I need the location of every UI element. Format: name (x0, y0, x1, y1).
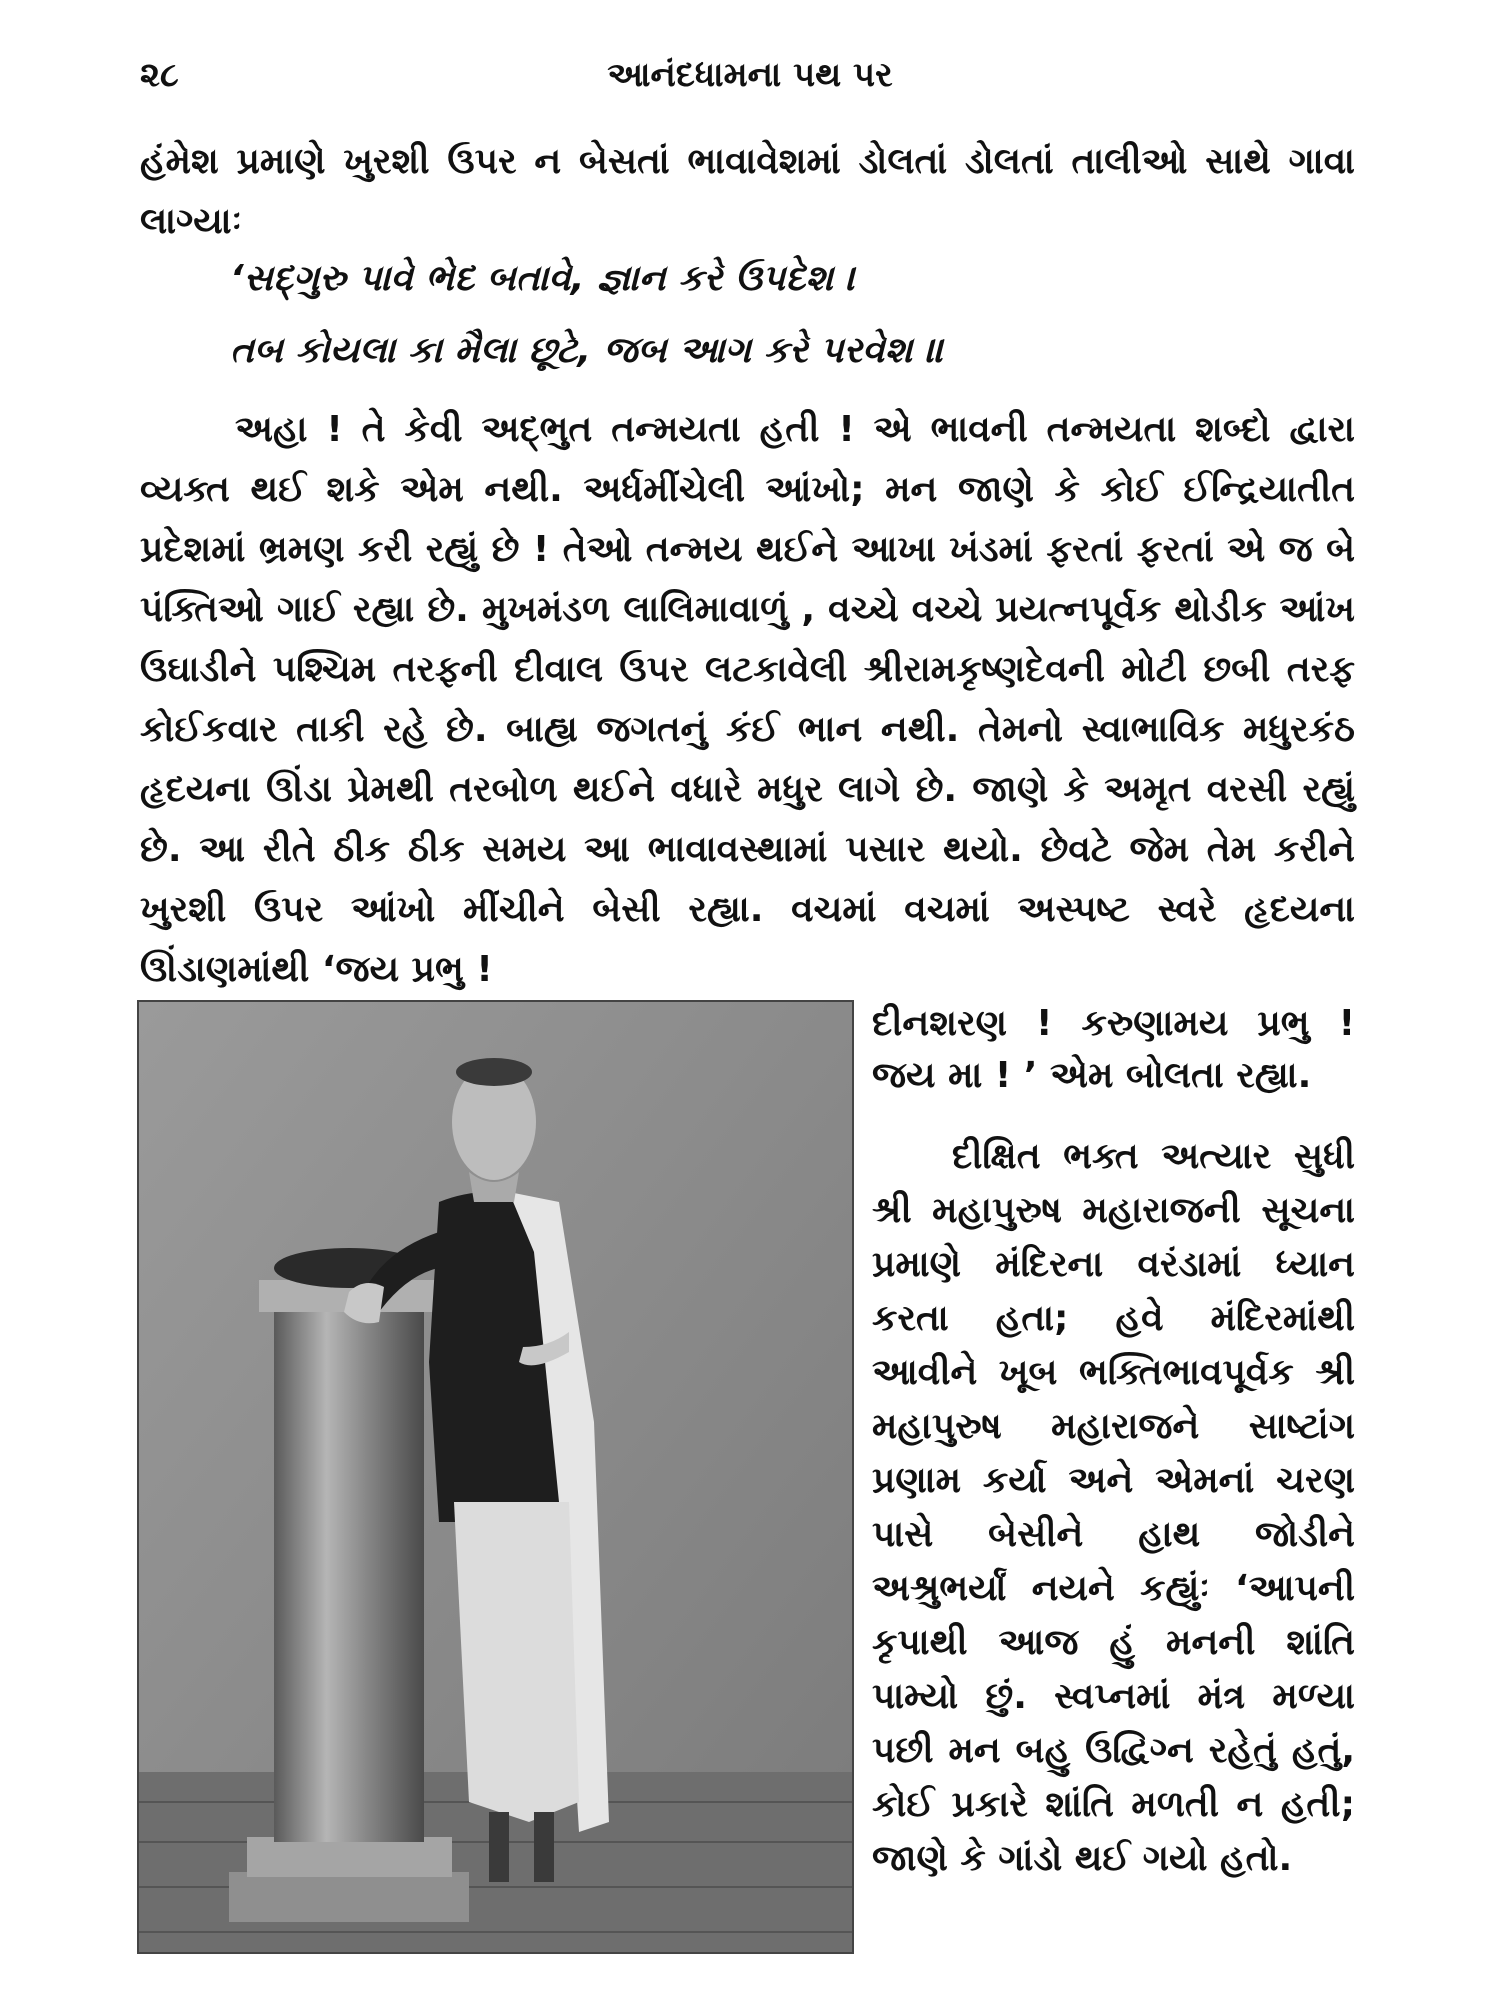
page-header (140, 55, 1360, 105)
verse-line-1: ‘સદ્‌ગુરુ પાવે ભેદ બતાવે, જ્ઞાન કરે ઉપદેશ । (230, 258, 856, 299)
verse-line-2: તબ કોયલા કા મૈલા છૂટે, જબ આગ કરે પરવેશ ॥ (230, 330, 944, 371)
body-paragraph-1: અહા ! તે કેવી અદ્‌ભુત તન્મયતા હતી ! એ ભાવની તન્મયતા શબ્દો દ્વારા વ્યક્ત થઈ શકે એમ નથી. અર્ધમીંચેલી આંખો; મન જાણે કે કોઈ ઈન્દ્રિયાતીત પ્રદેશમાં ભ્રમણ કરી રહ્યું છે ! તેઓ તન્મય થઈને આખા ખંડમાં ફરતાં ફરતાં એ જ બે પંક્તિઓ ગાઈ રહ્યા છે. મુખમંડળ લાલિમાવાળું , વચ્ચે વચ્ચે પ્રયત્નપૂર્વક થોડીક આંખ ઉઘાડીને પશ્ચિમ તરફની દીવાલ ઉપર લટકાવેલી શ્રીરામકૃષ્ણદેવની મોટી છબી તરફ કોઈકવાર તાકી રહે છે. બાહ્ય જગતનું કંઈ ભાન નથી. તેમનો સ્વાભાવિક મધુરકંઠ હૃદયના ઊંડા પ્રેમથી તરબોળ થઈને વધારે મધુર લાગે છે. જાણે કે અમૃત વરસી રહ્યું છે. આ રીતે ઠીક ઠીક સમય આ ભાવાવસ્થામાં પસાર થયો. છેવટે જેમ તેમ કરીને ખુરશી ઉપર આંખો મીંચીને બેસી રહ્યા. વચમાં વચમાં અસ્પષ્ટ સ્વરે હૃદયના ઊંડાણમાંથી ‘જય પ્રભુ ! (140, 409, 1355, 990)
body-paragraph-1-end: દીનશરણ ! કરુણામય પ્રભુ ! (872, 1003, 1355, 1044)
body-paragraph-2: દીક્ષિત ભક્ત અત્યાર સુધી શ્રી મહાપુરુષ મહારાજની સૂચના પ્રમાણે મંદિરના વરંડામાં ધ્યાન કરતા હતા; હવે મંદિરમાંથી આવીને ખૂબ ભક્તિભાવપૂર્વક શ્રી મહાપુરુષ મહારાજને સાષ્ટાંગ પ્રણામ કર્યા અને એમનાં ચરણ પાસે બેસીને હાથ જોડીને અશ્રુભર્યાં નયને કહ્યુંઃ ‘આપની કૃપાથી આજ હું મનની શાંતિ પામ્યો છું. સ્વપ્નમાં મંત્ર મળ્યા પછી મન બહુ ઉદ્વિગ્ન રહેતું હતું, કોઈ પ્રકારે શાંતિ મળતી ન હતી; જાણે કે ગાંડો થઈ ગયો હતો. (872, 1136, 1355, 1879)
body-paragraph-1-end-tail: જય મા ! ’ એમ બોલતા રહ્યા. (872, 1055, 1312, 1096)
running-title: આનંદધામના પથ પર (607, 55, 893, 95)
photograph (137, 1000, 854, 1954)
page-number: ૨૮ (140, 55, 179, 95)
photo-illustration (139, 1002, 852, 1952)
intro-paragraph: હંમેશ પ્રમાણે ખુરશી ઉપર ન બેસતાં ભાવાવેશમાં ડોલતાં ડોલતાં તાલીઓ સાથે ગાવા લાગ્યાઃ (140, 141, 1355, 242)
